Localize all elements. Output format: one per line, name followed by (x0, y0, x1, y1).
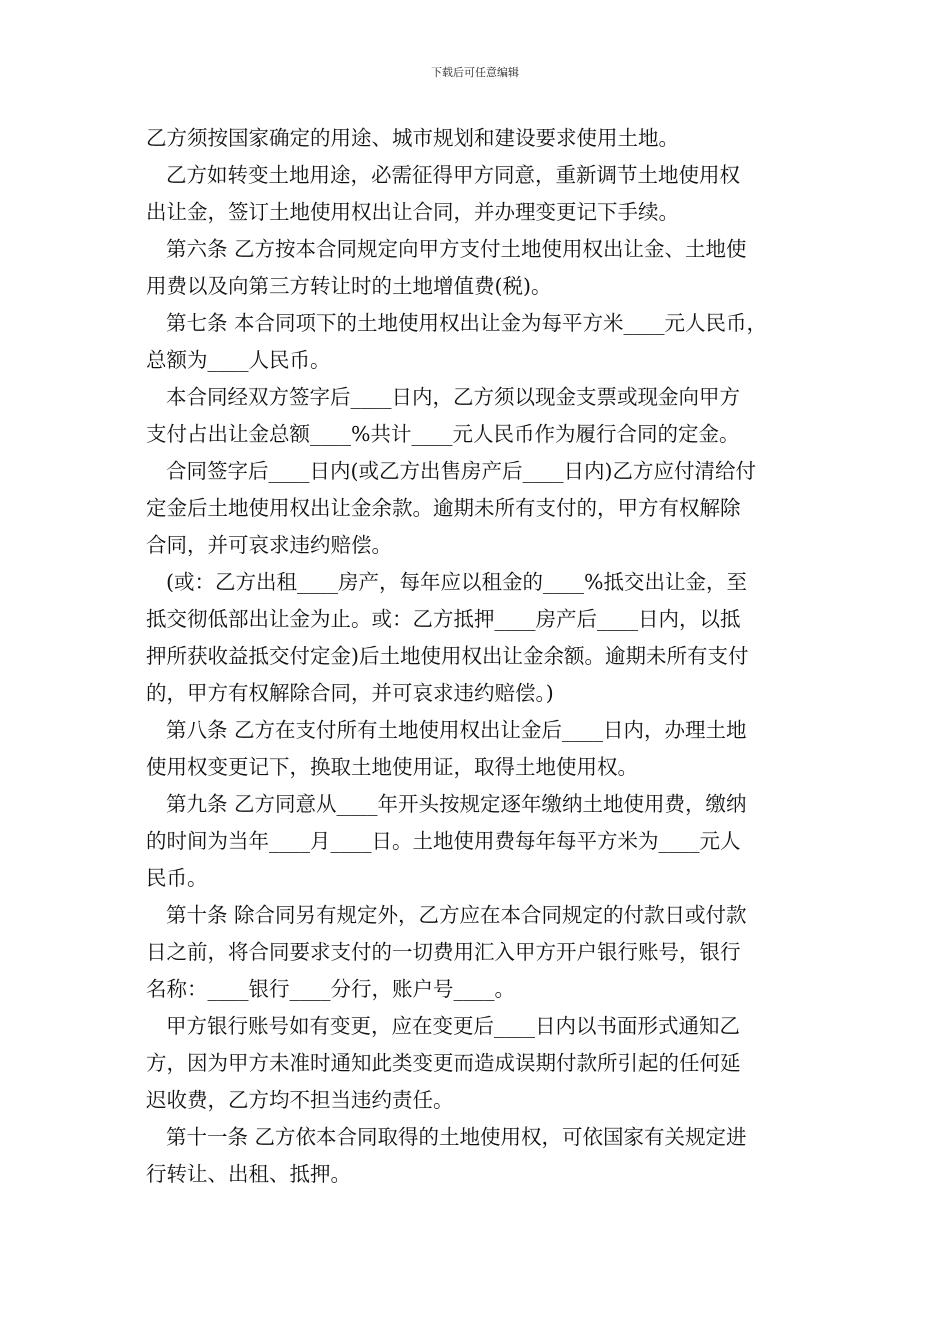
text-line: 的时间为当年____月____日。土地使用费每年每平方米为____元人 (146, 829, 741, 853)
text-line: 抵交彻低部出让金为止。或：乙方抵押____房产后____日内，以抵 (146, 607, 741, 631)
text-line: 方，因为甲方未准时通知此类变更而造成误期付款所引起的任何延 (146, 1051, 741, 1075)
text-line: (或：乙方出租____房产，每年应以租金的____%抵交出让金，至 (166, 570, 747, 594)
text-line: 日之前，将合同要求支付的一切费用汇入甲方开户银行账号，银行 (146, 940, 741, 964)
text-line: 第十一条 乙方依本合同取得的土地使用权，可依国家有关规定进 (166, 1125, 747, 1149)
text-line: 迟收费，乙方均不担当违约责任。 (146, 1088, 454, 1112)
text-line: 用费以及向第三方转让时的土地增值费(税)。 (146, 274, 552, 298)
text-line: 的，甲方有权解除合同，并可哀求违约赔偿。) (146, 681, 554, 705)
page-header: 下载后可任意编辑 (431, 66, 519, 79)
text-line: 出让金，签订土地使用权出让合同，并办理变更记下手续。 (146, 200, 679, 224)
text-line: 合同签字后____日内(或乙方出售房产后____日内)乙方应付清给付 (166, 459, 756, 483)
text-line: 乙方须按国家确定的用途、城市规划和建设要求使用土地。 (146, 126, 679, 150)
text-line: 合同，并可哀求违约赔偿。 (146, 533, 392, 557)
text-line: 甲方银行账号如有变更，应在变更后____日内以书面形式通知乙 (166, 1014, 740, 1038)
text-line: 支付占出让金总额____%共计____元人民币作为履行合同的定金。 (146, 422, 740, 446)
text-line: 本合同经双方签字后____日内，乙方须以现金支票或现金向甲方 (166, 385, 740, 409)
text-line: 使用权变更记下，换取土地使用证，取得土地使用权。 (146, 755, 638, 779)
text-line: 行转让、出租、抵押。 (146, 1162, 351, 1186)
text-line: 第九条 乙方同意从____年开头按规定逐年缴纳土地使用费，缴纳 (166, 792, 747, 816)
text-line: 总额为____人民币。 (146, 348, 331, 372)
text-line: 民币。 (146, 866, 208, 890)
text-line: 第八条 乙方在支付所有土地使用权出让金后____日内，办理土地 (166, 718, 747, 742)
text-line: 第六条 乙方按本合同规定向甲方支付土地使用权出让金、土地使 (166, 237, 747, 261)
text-line: 第十条 除合同另有规定外，乙方应在本合同规定的付款日或付款 (166, 903, 747, 927)
text-line: 定金后土地使用权出让金余款。逾期未所有支付的，甲方有权解除 (146, 496, 741, 520)
text-line: 乙方如转变土地用途，必需征得甲方同意，重新调节土地使用权 (166, 163, 740, 187)
text-line: 第七条 本合同项下的土地使用权出让金为每平方米____元人民币， (166, 311, 768, 335)
text-line: 押所获收益抵交付定金)后土地使用权出让金余额。逾期未所有支付 (146, 644, 749, 668)
document-body (146, 120, 810, 1193)
text-line: 名称：____银行____分行，账户号____。 (146, 977, 515, 1001)
